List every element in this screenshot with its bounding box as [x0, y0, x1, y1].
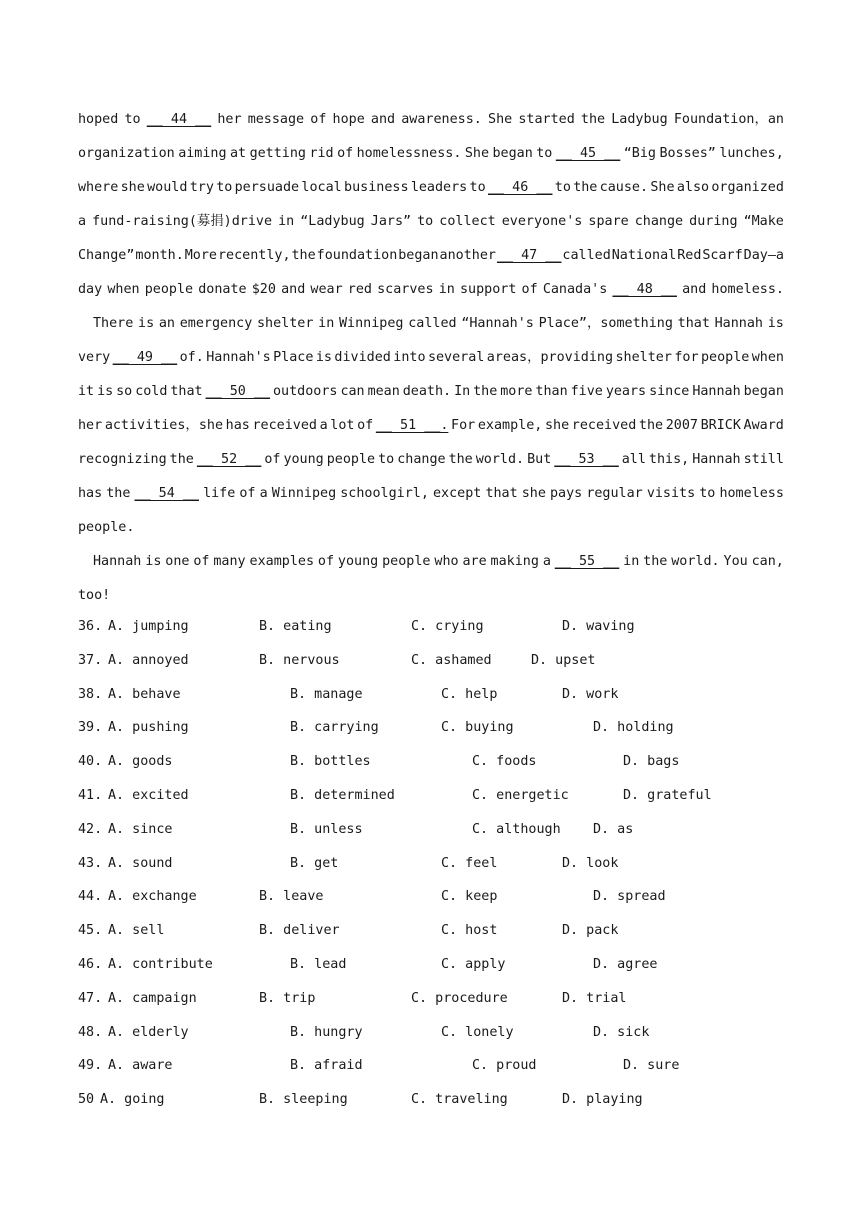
question-number: 45. [78, 923, 103, 938]
option-a: A. sell [108, 923, 165, 938]
passage-word: a [319, 418, 328, 433]
blank-number: __ 45 __ [555, 146, 621, 161]
passage-word: the [106, 486, 131, 501]
passage-line [78, 110, 784, 130]
passage-word: and [281, 282, 306, 297]
passage-word: she [544, 418, 570, 433]
option-d: D. holding [593, 720, 674, 735]
question-number: 42. [78, 822, 103, 837]
passage-word: has [78, 486, 103, 501]
passage-word: the [169, 452, 194, 467]
passage-word: a [259, 486, 268, 501]
passage-word: areas，providing [486, 350, 614, 365]
option-d: D. as [593, 822, 634, 837]
passage-word: 2007 [665, 418, 698, 433]
passage-word: cause. [599, 180, 649, 195]
passage-word: in [278, 214, 295, 229]
passage-word: years [605, 384, 647, 399]
passage-word: began [492, 146, 533, 161]
passage-word: people. [78, 520, 135, 535]
option-c: C. buying [441, 720, 514, 735]
passage-word: For [451, 418, 476, 433]
passage-word: she [120, 180, 145, 195]
option-c: C. procedure [411, 991, 508, 1006]
passage-word: of [264, 452, 281, 467]
option-a: A. elderly [108, 1025, 189, 1040]
passage-word: homeless [719, 486, 784, 501]
passage-word: leaders [410, 180, 468, 195]
passage-word: in [438, 282, 455, 297]
passage-word: people [700, 350, 750, 365]
passage-word: regular [586, 486, 643, 501]
option-c: C. although [472, 822, 561, 837]
passage-word: she [521, 486, 546, 501]
passage-line [78, 246, 784, 266]
passage-word: has [225, 418, 250, 433]
question-number: 50 [78, 1092, 95, 1107]
option-a: A. annoyed [108, 653, 189, 668]
option-b: B. carrying [290, 720, 379, 735]
option-c: C. ashamed [411, 653, 492, 668]
blank-number: __ 49 __ [112, 350, 178, 365]
passage-word: life [203, 486, 236, 501]
passage-word: Place [273, 350, 314, 365]
passage-word: can, [751, 554, 784, 569]
passage-word: to [536, 146, 553, 161]
blank-number: __ 46 __ [487, 180, 553, 195]
option-d: D. trial [562, 991, 627, 1006]
passage-word: to [378, 452, 395, 467]
passage-word: also [676, 180, 710, 195]
question-number: 46. [78, 957, 103, 972]
passage-word: received [571, 418, 637, 433]
blank-number: __ 51 __. [375, 418, 449, 433]
question-number: 49. [78, 1058, 103, 1073]
option-c: C. proud [472, 1058, 537, 1073]
option-c: C. energetic [472, 788, 569, 803]
passage-word: a [78, 214, 87, 229]
passage-word: Change” [78, 248, 135, 263]
passage-word: recognizing [78, 452, 167, 467]
passage-word: Hannah's [206, 350, 271, 365]
passage-word: Winnipeg [271, 486, 337, 501]
option-a: A. excited [108, 788, 189, 803]
question-number: 40. [78, 754, 103, 769]
option-a: A. goods [108, 754, 173, 769]
passage-word: hope [332, 112, 365, 127]
passage-word: except [433, 486, 482, 501]
passage-word: Winnipeg [339, 316, 404, 331]
option-c: C. apply [441, 957, 506, 972]
passage-word: the [448, 452, 473, 467]
passage-word: “Make [743, 214, 784, 229]
passage-line [78, 280, 784, 300]
option-d: D. work [562, 687, 619, 702]
passage-word: of [239, 486, 256, 501]
passage-word: recently, [217, 248, 291, 263]
option-d: D. sick [593, 1025, 650, 1040]
passage-word: started [518, 112, 575, 127]
passage-word: shelter [615, 350, 672, 365]
passage-word: an [158, 316, 175, 331]
passage-word: “Ladybug [300, 214, 365, 229]
passage-word: business [344, 180, 409, 195]
option-b: B. sleeping [259, 1092, 348, 1107]
passage-word: getting [249, 146, 306, 161]
passage-word: homelessness. [356, 146, 462, 161]
passage-word: young [337, 554, 379, 569]
passage-line [78, 348, 784, 368]
passage-word: She [650, 180, 675, 195]
passage-word: called [408, 316, 457, 331]
passage-word: since [649, 384, 690, 399]
passage-word: all [621, 452, 646, 467]
option-b: B. deliver [259, 923, 340, 938]
passage-word: spare [588, 214, 629, 229]
passage-word: try [189, 180, 214, 195]
option-b: B. trip [259, 991, 316, 1006]
passage-word: activities，she [104, 418, 224, 433]
passage-line [78, 484, 784, 504]
option-b: B. lead [290, 957, 347, 972]
blank-number: __ 52 __ [196, 452, 262, 467]
question-number: 43. [78, 856, 103, 871]
passage-word: “Hannah's [461, 316, 534, 331]
passage-word: and [682, 282, 707, 297]
passage-word: world. [475, 452, 525, 467]
passage-word: would [147, 180, 188, 195]
passage-word: day [78, 282, 103, 297]
passage-word: people [326, 452, 376, 467]
passage-word: awareness. [401, 112, 482, 127]
passage-word: the [643, 554, 668, 569]
question-number: 38. [78, 687, 103, 702]
passage-word: But [527, 452, 552, 467]
passage-word: that [485, 486, 518, 501]
passage-word: local [301, 180, 342, 195]
passage-word: Day—a [743, 248, 784, 263]
passage-word: received [252, 418, 317, 433]
option-a: A. contribute [108, 957, 213, 972]
option-c: C. host [441, 923, 498, 938]
passage-word: to [417, 214, 434, 229]
passage-word: fund-raising(募捐)drive [92, 214, 273, 229]
passage-word: pays [550, 486, 583, 501]
passage-word: There [93, 316, 134, 331]
passage-word: are [462, 554, 487, 569]
option-d: D. sure [623, 1058, 680, 1073]
passage-word: who [434, 554, 459, 569]
passage-word: in [623, 554, 640, 569]
option-c: C. keep [441, 889, 498, 904]
option-d: D. agree [593, 957, 658, 972]
passage-word: foundation [316, 248, 398, 263]
blank-number: __ 50 __ [205, 384, 271, 399]
passage-word: that [677, 316, 710, 331]
passage-word: Canada's [542, 282, 608, 297]
passage-word: rid [309, 146, 334, 161]
option-b: B. manage [290, 687, 363, 702]
passage-word: many [213, 554, 246, 569]
option-b: B. bottles [290, 754, 371, 769]
option-c: C. foods [472, 754, 537, 769]
question-number: 36. [78, 619, 103, 634]
passage-word: She [488, 112, 513, 127]
passage-word: people [382, 554, 431, 569]
passage-word: example, [477, 418, 543, 433]
passage-word: making [490, 554, 539, 569]
passage-word: the [291, 248, 316, 263]
passage-word: everyone's [501, 214, 583, 229]
passage-word: very [78, 350, 111, 365]
option-d: D. bags [623, 754, 680, 769]
passage-word: when [751, 350, 784, 365]
option-a: A. aware [108, 1058, 173, 1073]
passage-word: is [767, 316, 784, 331]
passage-word: Jars” [370, 214, 412, 229]
passage-word: still [743, 452, 784, 467]
passage-word: schoolgirl, [340, 486, 429, 501]
passage-word: Scarf [702, 248, 743, 263]
passage-word: donate [198, 282, 247, 297]
option-d: D. upset [531, 653, 596, 668]
option-a: A. sound [108, 856, 173, 871]
option-c: C. traveling [411, 1092, 508, 1107]
passage-word: red [347, 282, 372, 297]
option-c: C. feel [441, 856, 498, 871]
passage-word: is [315, 350, 332, 365]
option-a: A. behave [108, 687, 181, 702]
passage-line [78, 212, 784, 232]
passage-word: visits [646, 486, 696, 501]
passage-word: a [542, 554, 551, 569]
passage-word: scarves [377, 282, 434, 297]
passage-word: of [357, 418, 374, 433]
option-b: B. determined [290, 788, 395, 803]
passage-word: She [464, 146, 490, 161]
option-d: D. spread [593, 889, 666, 904]
option-b: B. leave [259, 889, 324, 904]
passage-word: and [370, 112, 396, 127]
passage-word: so [116, 384, 133, 399]
blank-number: __ 44 __ [146, 112, 212, 127]
passage-word: began [743, 384, 784, 399]
passage-line [78, 586, 784, 606]
passage-word: message [247, 112, 305, 127]
option-b: B. afraid [290, 1058, 363, 1073]
passage-word: wear [310, 282, 343, 297]
passage-word: to [469, 180, 486, 195]
passage-word: for [674, 350, 699, 365]
passage-word: change [397, 452, 446, 467]
passage-word: shelter [257, 316, 314, 331]
passage-word: to [216, 180, 233, 195]
passage-word: the [638, 418, 664, 433]
passage-word: another [439, 248, 496, 263]
option-d: D. waving [562, 619, 635, 634]
passage-word: More [184, 248, 217, 263]
passage-word: month. [135, 248, 184, 263]
passage-word: change [634, 214, 684, 229]
passage-word: into [393, 350, 426, 365]
question-number: 47. [78, 991, 103, 1006]
passage-word: of [337, 146, 354, 161]
passage-word: $20 [251, 282, 276, 297]
passage-word: Award [743, 418, 784, 433]
passage-word: people [144, 282, 194, 297]
passage-word: Hannah [93, 554, 142, 569]
passage-word: mean [367, 384, 400, 399]
passage-word: examples [249, 554, 315, 569]
passage-word: began [398, 248, 439, 263]
option-b: B. get [290, 856, 339, 871]
passage-word: where [78, 180, 119, 195]
passage-word: death. [402, 384, 452, 399]
passage-line [78, 144, 784, 164]
blank-number: __ 55 __ [554, 554, 620, 569]
passage-word: outdoors [273, 384, 338, 399]
option-c: C. crying [411, 619, 484, 634]
passage-word: organized [711, 180, 784, 195]
passage-word: persuade [234, 180, 300, 195]
passage-word: her [217, 112, 242, 127]
question-number: 48. [78, 1025, 103, 1040]
passage-word: the [473, 384, 498, 399]
passage-word: of. [179, 350, 204, 365]
passage-word: the [573, 180, 598, 195]
option-d: D. grateful [623, 788, 712, 803]
passage-word: Bosses” [659, 146, 716, 161]
passage-word: National [611, 248, 677, 263]
passage-word: BRICK [700, 418, 741, 433]
passage-word: to [699, 486, 716, 501]
question-number: 44. [78, 889, 103, 904]
option-c: C. help [441, 687, 498, 702]
passage-word: during [689, 214, 738, 229]
passage-word: to [554, 180, 571, 195]
option-a: A. since [108, 822, 173, 837]
passage-word: Ladybug [611, 112, 668, 127]
passage-word: it [78, 384, 95, 399]
question-number: 37. [78, 653, 103, 668]
option-a: A. exchange [108, 889, 197, 904]
blank-number: __ 54 __ [134, 486, 199, 501]
blank-number: __ 53 __ [554, 452, 619, 467]
passage-word: In [454, 384, 471, 399]
passage-word: called [562, 248, 611, 263]
passage-word: the [580, 112, 606, 127]
passage-word: to [124, 112, 141, 127]
passage-word: of [521, 282, 538, 297]
option-a: A. campaign [108, 991, 197, 1006]
passage-word: at [230, 146, 247, 161]
passage-word: Red [677, 248, 702, 263]
option-d: D. playing [562, 1092, 643, 1107]
passage-word: homeless. [711, 282, 784, 297]
passage-word: is [145, 554, 162, 569]
passage-line [78, 518, 784, 538]
option-b: B. nervous [259, 653, 340, 668]
passage-word: “Big [623, 146, 656, 161]
passage-line [78, 314, 784, 334]
passage-word: aiming [178, 146, 227, 161]
blank-number: __ 48 __ [612, 282, 677, 297]
passage-word: Hannah [692, 384, 741, 399]
passage-word: too! [78, 588, 111, 603]
passage-word: You [723, 554, 748, 569]
passage-word: this, [648, 452, 690, 467]
option-c: C. lonely [441, 1025, 514, 1040]
passage-word: more [500, 384, 533, 399]
option-b: B. hungry [290, 1025, 363, 1040]
option-d: D. pack [562, 923, 619, 938]
passage-word: Hannah [714, 316, 763, 331]
passage-word: is [97, 384, 114, 399]
question-number: 39. [78, 720, 103, 735]
option-a: A. going [100, 1092, 165, 1107]
passage-word: several [427, 350, 485, 365]
passage-word: can [340, 384, 365, 399]
passage-word: Place”，something [538, 316, 673, 331]
passage-word: cold [135, 384, 168, 399]
option-a: A. pushing [108, 720, 189, 735]
blank-number: __ 47 __ [496, 248, 562, 263]
passage-line [78, 382, 784, 402]
passage-word: lunches, [719, 146, 784, 161]
passage-word: lot [330, 418, 355, 433]
passage-word: emergency [179, 316, 253, 331]
option-b: B. eating [259, 619, 332, 634]
passage-line [78, 416, 784, 436]
passage-word: of [193, 554, 210, 569]
passage-word: than [535, 384, 568, 399]
passage-word: one [165, 554, 190, 569]
passage-word: organization [78, 146, 175, 161]
passage-word: of [317, 554, 335, 569]
passage-word: is [138, 316, 155, 331]
question-number: 41. [78, 788, 103, 803]
option-d: D. look [562, 856, 619, 871]
option-a: A. jumping [108, 619, 189, 634]
passage-word: young [283, 452, 324, 467]
passage-word: divided [334, 350, 391, 365]
option-b: B. unless [290, 822, 363, 837]
passage-word: support [459, 282, 517, 297]
passage-word: hoped [78, 112, 119, 127]
passage-word: in [318, 316, 335, 331]
passage-word: her [78, 418, 103, 433]
passage-line [78, 552, 784, 572]
passage-word: Hannah [692, 452, 741, 467]
passage-word: that [170, 384, 203, 399]
passage-word: when [107, 282, 140, 297]
passage-word: five [570, 384, 603, 399]
passage-word: world. [671, 554, 720, 569]
passage-word: of [310, 112, 327, 127]
passage-line [78, 178, 784, 198]
passage-line [78, 450, 784, 470]
passage-word: collect [439, 214, 496, 229]
passage-word: Foundation，an [673, 112, 784, 127]
